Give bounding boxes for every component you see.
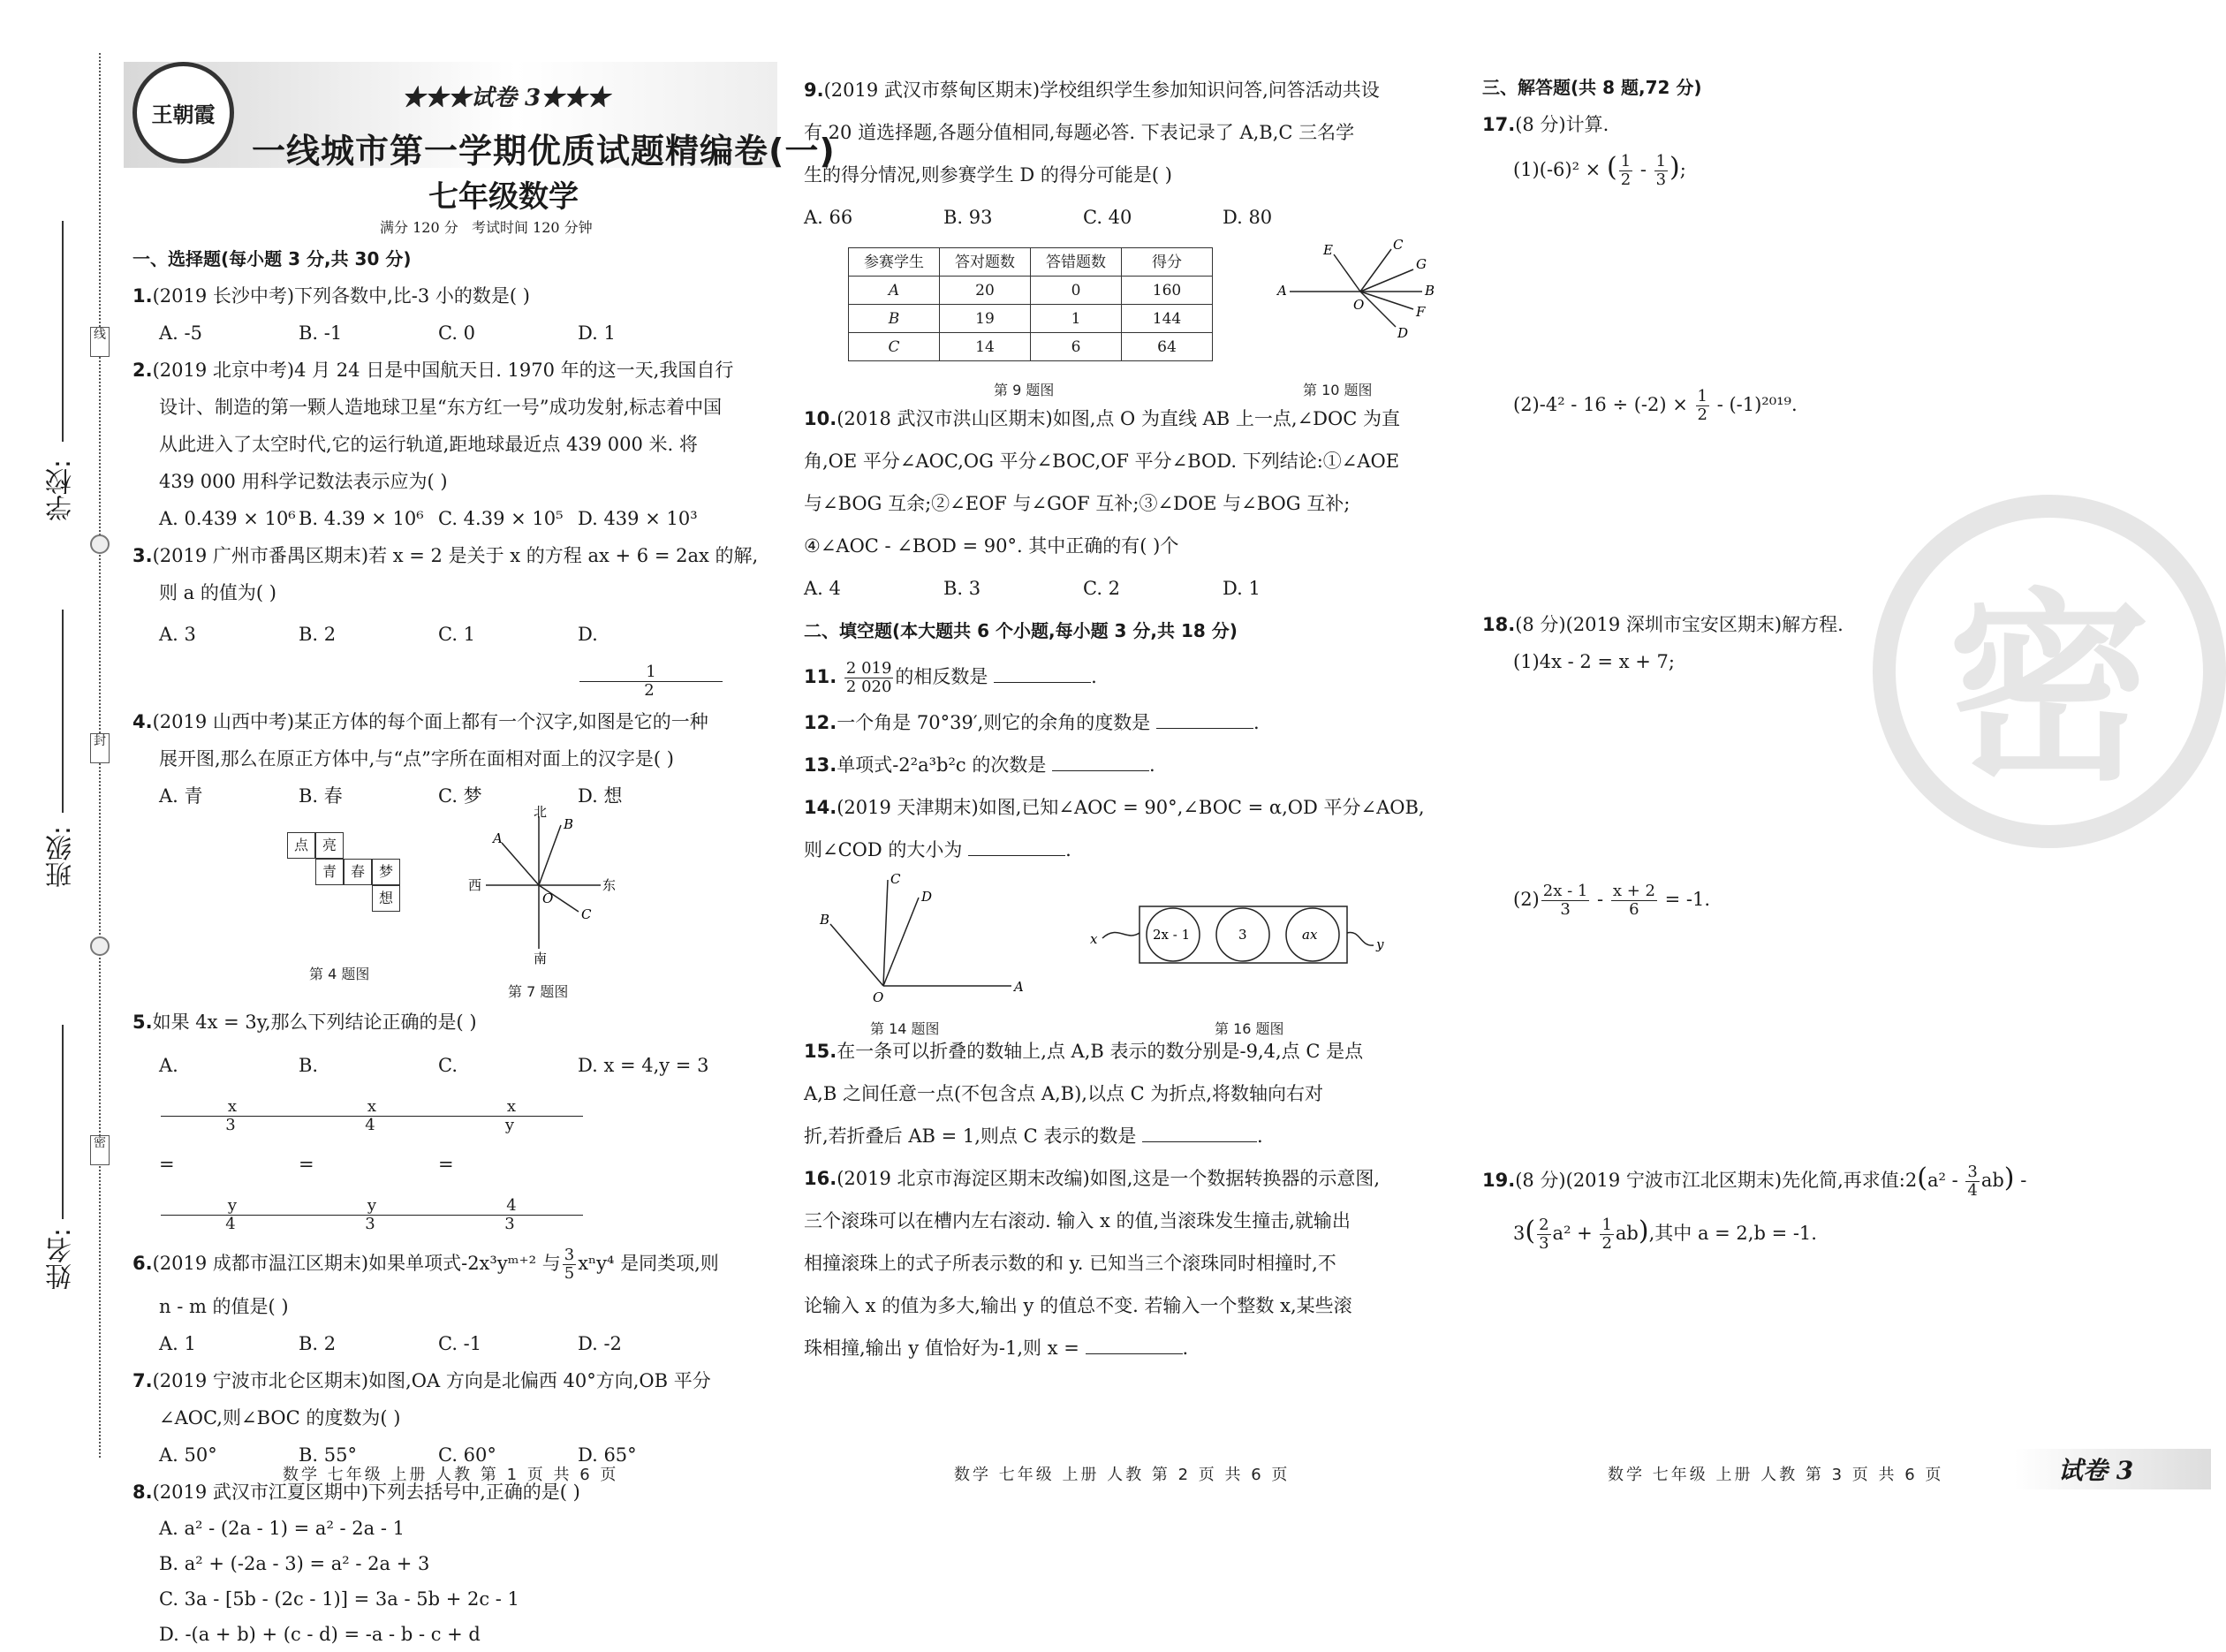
table-cell: B: [849, 305, 940, 333]
binding-hole: [90, 936, 110, 956]
bind-tag-xian: 线: [90, 327, 110, 357]
table-header-cell: 得分: [1122, 248, 1213, 277]
option: B. 55°: [299, 1444, 358, 1466]
fig4-caption: 第 4 题图: [309, 966, 370, 982]
q6-options: [132, 1325, 773, 1362]
option: B. 4.39 × 10⁶: [299, 508, 424, 529]
question-1: 1.(2019 长沙中考)下列各数中,比-3 小的数是( ): [132, 285, 530, 307]
table-header-cell: 答对题数: [940, 248, 1031, 277]
fraction: $\frac{1}{2}$: [579, 663, 719, 700]
label-x: x: [1090, 931, 1098, 947]
question-13: 13.单项式-2²a³b²c 的次数是 .: [804, 744, 1449, 786]
q8-options: [132, 1511, 773, 1652]
question-5: 5.如果 4x = 3y,那么下列结论正确的是( ): [132, 1012, 477, 1033]
question-6: 6.(2019 成都市温江区期末)如果单项式-2x³yᵐ⁺² 与 $\frac{3}{5}$ xⁿy⁴ 是同类项,则: [132, 1246, 719, 1283]
table-row: [849, 305, 1213, 333]
option: C. 60°: [438, 1444, 496, 1466]
net-cell: 春: [344, 859, 372, 885]
option: B. $\frac{x}{4} = \frac{y}{3}$: [299, 1041, 438, 1239]
fig9-caption: 第 9 题图: [994, 382, 1055, 398]
table-cell: C: [849, 333, 940, 361]
option: D. 1: [1223, 578, 1261, 599]
answer-blank[interactable]: [968, 836, 1065, 856]
table-header-cell: 参赛学生: [849, 248, 940, 277]
figures-4-7: [132, 804, 773, 1000]
fig16-caption: 第 16 题图: [1215, 1020, 1284, 1037]
option: D. 想: [578, 785, 623, 807]
table-cell: 19: [940, 305, 1031, 333]
name-underline: [62, 1025, 64, 1219]
score-meta: 满分 120 分 考试时间 120 分钟: [380, 219, 593, 236]
figures-9-10: [804, 239, 1449, 398]
fig14-angles: [813, 871, 1042, 1004]
table-cell: 6: [1031, 333, 1122, 361]
question-9: 9.(2019 武汉市蔡甸区期末)学校组织学生参加知识问答,问答活动共设 有 20 道选择题,各题分值相同,每题必答. 下表记录了 A,B,C 三名学 生的得分情况,则参赛学生 D 的得分可能是( ): [804, 80, 1380, 186]
net-cell: 点: [287, 832, 315, 859]
option: D. 80: [1223, 207, 1273, 228]
label-f: F: [1416, 304, 1426, 320]
bind-tag-feng: 封: [90, 733, 110, 763]
q9-options: [804, 196, 1449, 239]
question-3: 3.(2019 广州市番禺区期末)若 x = 2 是关于 x 的方程 ax + 6 = 2ax 的解, 则 a 的值为( ): [132, 545, 759, 603]
option: C. 40: [1083, 207, 1132, 228]
footer-page-1: 数学 七年级 上册 人教 第 1 页 共 6 页: [283, 1466, 619, 1484]
school-underline: [62, 221, 64, 442]
input-arrow: [1102, 933, 1140, 938]
subject-title: 七年级数学: [428, 179, 579, 215]
option: C. -1: [438, 1333, 482, 1354]
q19-line2: 3( $\frac{2}{3}$ a² + $\frac{1}{2}$ ab),其中 a = 2,b = -1.: [1513, 1216, 1817, 1253]
q17-part1: (1)(-6)² × ( $\frac{1}{2}$ - $\frac{1}{3}$ );: [1513, 152, 1686, 189]
ball-3-label: ax: [1302, 927, 1318, 943]
ray-oa: [502, 843, 539, 885]
option: B. 2: [299, 1333, 337, 1354]
q18-part2: (2) $\frac{2x - 1}{3}$ - $\frac{x + 2}{6}$ = -1.: [1513, 882, 1711, 919]
option: B. 3: [943, 578, 981, 599]
label-o: O: [542, 890, 554, 906]
option: D. $\frac{1}{2}$: [578, 611, 717, 703]
label-a: A: [493, 830, 503, 846]
option: C. 0: [438, 322, 476, 344]
label-west: 西: [468, 877, 482, 893]
table-cell: A: [849, 277, 940, 305]
label-a: A: [1014, 979, 1024, 995]
answer-blank[interactable]: [1142, 1122, 1257, 1142]
option: B. 2: [299, 624, 337, 645]
exam-tag: ★★★试卷 3★★★: [402, 85, 610, 111]
footer-page-2: 数学 七年级 上册 人教 第 2 页 共 6 页: [954, 1466, 1291, 1484]
question-12: 12.一个角是 70°39′,则它的余角的度数是 .: [804, 701, 1449, 744]
label-g: G: [1416, 256, 1427, 272]
label-east: 东: [602, 877, 617, 893]
question-7: 7.(2019 宁波市北仑区期末)如图,OA 方向是北偏西 40°方向,OB 平分 ∠AOC,则∠BOC 的度数为( ): [132, 1370, 711, 1428]
ball-2-label: 3: [1238, 927, 1247, 943]
table-cell: 0: [1031, 277, 1122, 305]
score-table: [848, 247, 1213, 361]
question-17: 17.(8 分)计算.: [1482, 114, 1609, 135]
label-o: O: [873, 989, 884, 1005]
option: A. 3: [159, 624, 196, 645]
watermark-text: 密: [1947, 572, 2151, 808]
option: C. $\frac{x}{y} = \frac{4}{3}$: [438, 1041, 578, 1239]
question-18: 18.(8 分)(2019 深圳市宝安区期末)解方程.: [1482, 614, 1844, 635]
option: D. -(a + b) + (c - d) = -a - b - c + d: [159, 1624, 481, 1645]
q1-options: [132, 314, 773, 352]
option: B. -1: [299, 322, 343, 344]
option: C. 3a - [5b - (2c - 1)] = 3a - 5b + 2c - 1: [159, 1588, 519, 1610]
question-19: 19.(8 分)(2019 宁波市江北区期末)先化简,再求值:2(a² - $\frac{3}{4}$ ab) -: [1482, 1163, 2027, 1200]
ray-od: [883, 898, 919, 986]
fig10-rays: [1272, 239, 1449, 362]
fig14-caption: 第 14 题图: [870, 1020, 940, 1037]
compass-figure: [468, 804, 751, 966]
q3-options: [132, 611, 773, 703]
binding-hole: [90, 534, 110, 554]
paper-title: 一线城市第一学期优质试题精编卷(一): [252, 132, 836, 171]
label-b: B: [564, 816, 574, 832]
table-cell: 144: [1122, 305, 1213, 333]
table-header-row: [849, 248, 1213, 277]
q17-part2: (2)-4² - 16 ÷ (-2) × $\frac{1}{2}$ - (-1)²⁰¹⁹.: [1513, 387, 1798, 424]
net-cell: 想: [372, 885, 400, 912]
ball-1-label: 2x - 1: [1153, 927, 1191, 943]
answer-blank[interactable]: [1086, 1334, 1183, 1354]
option: B. 93: [943, 207, 993, 228]
footer-page-3: 数学 七年级 上册 人教 第 3 页 共 6 页: [1608, 1466, 1944, 1484]
footer-tag-text: 试卷 3: [2058, 1456, 2134, 1485]
column-1: [132, 240, 773, 1652]
option: A. 66: [804, 207, 853, 228]
net-cell: 亮: [315, 832, 344, 859]
table-cell: 64: [1122, 333, 1213, 361]
name-label: 姓名:: [46, 1228, 77, 1291]
answer-blank[interactable]: [1052, 751, 1149, 771]
label-d: D: [921, 889, 933, 905]
table-cell: 1: [1031, 305, 1122, 333]
q18-part1: (1)4x - 2 = x + 7;: [1513, 651, 1675, 672]
column-2: [804, 69, 1449, 1369]
answer-blank[interactable]: [994, 663, 1091, 683]
question-4: 4.(2019 山西中考)某正方体的每个面上都有一个汉字,如图是它的一种 展开图,那么在原正方体中,与“点”字所在面相对面上的汉字是( ): [132, 711, 708, 769]
label-b: B: [1425, 283, 1435, 299]
q10-options: [804, 567, 1449, 610]
label-o: O: [1353, 297, 1365, 313]
table-cell: 14: [940, 333, 1031, 361]
class-label: 班级:: [46, 826, 77, 889]
label-south: 南: [534, 951, 548, 966]
question-8: 8.(2019 武汉市江夏区期中)下列去括号中,正确的是( ): [132, 1481, 580, 1503]
table-cell: 160: [1122, 277, 1213, 305]
option: B. a² + (-2a - 3) = a² - 2a + 3: [159, 1553, 430, 1574]
option: A. 0.439 × 10⁶: [159, 508, 296, 529]
q2-options: [132, 500, 773, 537]
table-row: [849, 277, 1213, 305]
ray-oe: [1334, 254, 1360, 292]
figures-14-16: [804, 871, 1449, 1037]
q6-line2: n - m 的值是( ): [159, 1296, 289, 1317]
option: D. -2: [578, 1333, 622, 1354]
watermark-seal: [1873, 495, 2226, 848]
label-c: C: [890, 871, 901, 887]
option: D. 439 × 10³: [578, 508, 698, 529]
school-label: 学校:: [46, 459, 77, 522]
option: C. 1: [438, 624, 476, 645]
table-row: [849, 333, 1213, 361]
net-cell: 梦: [372, 859, 400, 885]
option: A. a² - (2a - 1) = a² - 2a - 1: [159, 1518, 405, 1539]
ray-ob: [539, 825, 561, 885]
cube-net: [287, 832, 428, 921]
label-b: B: [820, 912, 830, 928]
label-y: y: [1376, 936, 1384, 952]
option: A. 1: [159, 1333, 196, 1354]
fraction: $\frac{2 019}{2 020}$: [845, 659, 892, 696]
option: C. 梦: [438, 785, 482, 807]
answer-blank[interactable]: [1156, 709, 1253, 729]
section-2-heading: 二、填空题(本大题共 6 个小题,每小题 3 分,共 18 分): [804, 620, 1238, 641]
label-a: A: [1277, 283, 1287, 299]
fraction: $\frac{3}{5}$: [564, 1246, 575, 1283]
fig16-converter: [1078, 889, 1431, 986]
logo-text: 王朝霞: [151, 102, 216, 127]
logo-seal: [132, 62, 234, 163]
option: A. 4: [804, 578, 841, 599]
question-11: 11. $\frac{2 019}{2 020}$ 的相反数是 .: [804, 659, 1097, 696]
question-2: 2.(2019 北京中考)4 月 24 日是中国航天日. 1970 年的这一天,我国自行 设计、制造的第一颗人造地球卫星“东方红一号”成功发射,标志着中国 从此进入了太空时代,它的运行轨道,距地球最近点 439 000 米. 将 439 000 用科学记数法表示应为( ): [132, 360, 734, 492]
question-16: 16.(2019 北京市海淀区期末改编)如图,这是一个数据转换器的示意图, 三个滚珠可以在槽内左右滚动. 输入 x 的值,当滚珠发生撞击,就输出 相撞滚珠上的式子所表示数的和 y. 已知当三个滚珠同时相撞时,不 论输入 x 的值为多大,输出 y 的值总不变. 若输入一个整数 x,某些滚 珠相撞,输出 y 值恰好为-1,则 x = .: [804, 1168, 1381, 1359]
net-cell: 青: [315, 859, 344, 885]
option: D. 1: [578, 322, 616, 344]
question-15: 15.在一条可以折叠的数轴上,点 A,B 表示的数分别是-9,4,点 C 是点 A,B 之间任意一点(不包含点 A,B),以点 C 为折点,将数轴向右对 折,若折叠后 AB = 1,则点 C 表示的数是 .: [804, 1041, 1364, 1147]
question-14: 14.(2019 天津期末)如图,已知∠AOC = 90°,∠BOC = α,OD 平分∠AOB, 则∠COD 的大小为 .: [804, 797, 1425, 860]
option: D. x = 4,y = 3: [578, 1055, 709, 1076]
label-north: 北: [534, 804, 548, 820]
option: A. -5: [159, 322, 202, 344]
label-c: C: [1393, 237, 1404, 253]
section-1-heading: 一、选择题(每小题 3 分,共 30 分): [132, 248, 412, 269]
option: A. 青: [159, 785, 203, 807]
option: C. 2: [1083, 578, 1121, 599]
option: D. 65°: [578, 1444, 637, 1466]
fig7-caption: 第 7 题图: [508, 983, 569, 1000]
label-c: C: [581, 906, 592, 922]
table-header-cell: 答错题数: [1031, 248, 1122, 277]
question-10: 10.(2018 武汉市洪山区期末)如图,点 O 为直线 AB 上一点,∠DOC 为直 角,OE 平分∠AOC,OG 平分∠BOC,OF 平分∠BOD. 下列结论:①∠AOE 与∠BOG 互余;②∠EOF 与∠GOF 互补;③∠DOE 与∠BOG 互补; ④∠AOC - ∠BOD = 90°. 其中正确的有( )个: [804, 408, 1400, 557]
table-cell: 20: [940, 277, 1031, 305]
option: A. $\frac{x}{3} = \frac{y}{4}$: [159, 1041, 299, 1239]
bind-tag-mi: 密: [90, 1135, 110, 1165]
footer-tag: [2014, 1449, 2211, 1489]
option: C. 4.39 × 10⁵: [438, 508, 564, 529]
output-arrow: [1347, 932, 1374, 945]
ray-oc: [883, 880, 888, 986]
ray-ob: [830, 924, 883, 986]
option: B. 春: [299, 785, 343, 807]
fig10-caption: 第 10 题图: [1303, 382, 1373, 398]
label-d: D: [1397, 325, 1409, 341]
option: A. 50°: [159, 1444, 217, 1466]
class-underline: [62, 610, 64, 813]
q5-options: [132, 1041, 773, 1239]
section-3-heading: 三、解答题(共 8 题,72 分): [1482, 77, 1702, 98]
label-e: E: [1323, 242, 1333, 258]
